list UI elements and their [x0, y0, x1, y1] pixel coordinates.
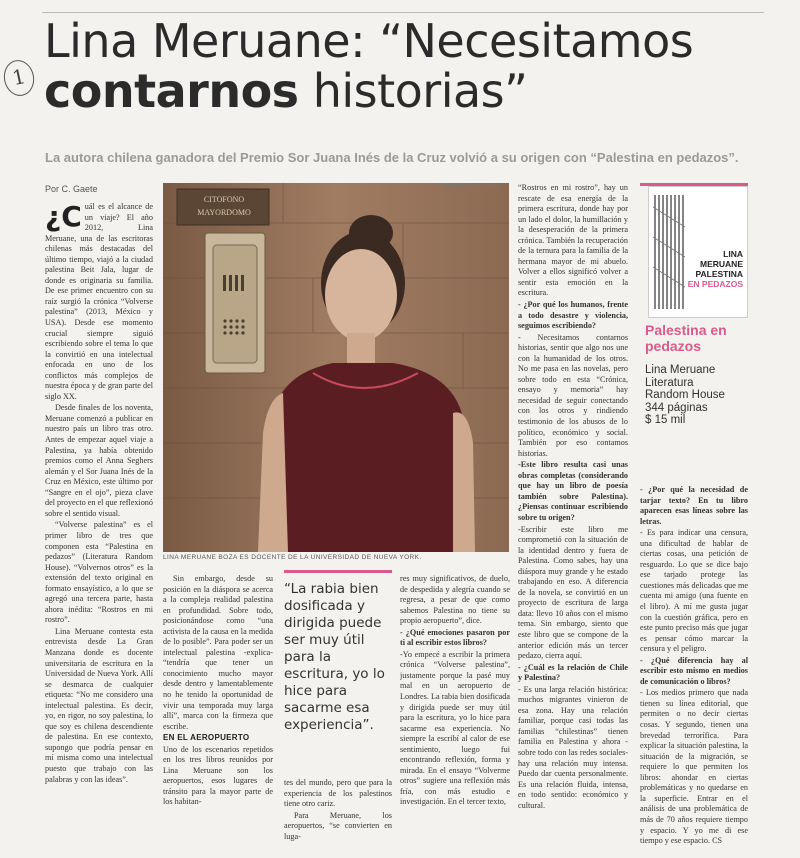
interview-question: - ¿Qué diferencia hay al escribir esto mismo en medios de comunicación o libros?	[640, 655, 748, 686]
paragraph: res muy significativos, de duelo, de despedida y alegría cuando se regresa, a pesar de que como sabemos Palestina no tiene su propio aeropuerto”, dice.	[400, 574, 510, 626]
paragraph: Uno de los escenarios repetidos en los tres libros reunidos por Lina Meruane son los aeropuertos, esos lugares de tránsito para la mayor parte de los habitan-	[163, 744, 273, 807]
paragraph: Desde finales de los noventa, Meruane comenzó a publicar en nuestro país un libro tras otro. Antes de empezar aquel viaje a Palestina, ya había obtenido premios como el Anna Seghers alemán y el Sor Juana Inés de la Cruz en México, este último por “Sangre en el ojo”, pieza clave del proyecto en el que reflexionó sobre el sentido visual.	[45, 403, 153, 518]
paragraph: tes del mundo, pero que para la experiencia de los palestinos tiene otro cariz.	[284, 778, 392, 809]
article-column-2	[163, 574, 273, 844]
door-sign	[183, 193, 265, 219]
cover-author-1: LINA	[723, 249, 743, 259]
headline-line-2	[44, 66, 784, 116]
book-cover	[648, 186, 748, 318]
book-publisher: Random House	[645, 389, 725, 401]
headline-line-1: Lina Meruane: “Necesitamos	[44, 14, 694, 68]
subtitle: La autora chilena ganadora del Premio Sor Juana Inés de la Cruz volvió a su origen con “Palestina en pedazos”.	[45, 150, 739, 165]
door-sign-line-1: CITOFONO	[203, 195, 245, 204]
interview-question: - ¿Por qué la necesidad de tarjar texto? En tu libro aparecen esas líneas sobre las letras.	[640, 485, 748, 526]
paragraph: Lina Meruane contesta esta entrevista desde La Gran Manzana donde es docente universitaria de escritura en la Universidad de Nueva York. Allí se desmarca de cualquier etiqueta: “No me considero una intelectual palestina. Es decir, yo, en rigor, no soy palestina, lo que soy es chilena descendiente de palestina. En ese contexto, supongo que podría pensar en mí misma como una intelectual puesto que trabajo con las palabras y con las ideas”.	[45, 626, 153, 784]
interview-answer: - Necesitamos contarnos historias, sentir que algo nos une con la humanidad de los otros. No me pasa en las novelas, pero sobre todo en esta “Crónica, ensayo y memoria” hay necesidad de seguir conectando con los otros y rindiendo testimonio de los abusos de lo político, económico y social. También por eso contamos historias.	[518, 332, 628, 458]
book-price: $ 15 mil	[645, 414, 686, 426]
book-cover-title	[688, 249, 743, 289]
section-subhead: EN EL AEROPUERTO	[163, 733, 250, 743]
headline-bold-word: contarnos	[44, 64, 299, 118]
interview-answer: - Los medios primero que nada tienen su línea editorial, que permiten o no decir ciertas cosas. Y segundo, tienen una brevedad terrorífica. Para explicar la situación palestina, la situación de la migración, se requiere lo que permiten los libros: ahondar en ciertas problemáticas y no quedarse en la superficie. Entrar en el análisis de una problemática de más de 70 años requiere tiempo y espacio. Y yo me di ese tiempo y ese espacio. CS	[640, 688, 748, 845]
headline-end: historias”	[312, 64, 528, 118]
paragraph: uál es el alcance de un viaje? El año 2012, Lina Meruane, una de las escritoras chilenas más destacadas del último tiempo, viajó a la ciudad palestina Beit Jala, lugar de donde es originaria su familia. De ese primer encuentro con su raíz surgió la crónica “Volverse palestina” (2013, México y USA). Desde ese momento crucial siempre siguió escribiendo sobre el tema lo que la convirtió en una intelectual enfocada en uno de los conflictos más complejos de nuestra época y de gran parte del siglo XX.	[45, 202, 153, 401]
pull-quote: “La rabia bien dosificada y dirigida puede ser muy útil para la escritura, yo lo hice para sacarme esa experiencia”.	[284, 570, 392, 734]
interview-question: - ¿Cuál es la relación de Chile y Palestina?	[518, 662, 628, 683]
paragraph: “Rostros en mi rostro”, hay un rescate de esa energía de la primera escritura, donde hay por un lado el dolor, la humillación y la desesperación de la primera crónica. También la recuperación de la ternura para la familia de la hermana mayor de mi abuelo. Volver a ellos significó volver a sentir esta emoción en la escritura.	[518, 183, 628, 298]
book-author: Lina Meruane	[645, 364, 716, 376]
article-column-1	[45, 202, 153, 842]
book-pages: 344 páginas	[645, 401, 708, 414]
interview-answer: - Es para indicar una censura, una dificultad de hablar de ciertas cosas, una petición de resguardo. Lo que se dice bajo ese tarjado protege las cuestiones más delicadas que me cuenta mi amigo (una fuente en el libro). A mí me gusta jugar con la cuestión gráfica, pero en este punto preciso más que jugar es pensar cómo marcar la censura y el peligro.	[640, 528, 748, 654]
handwritten-page-number: 1	[1, 57, 38, 98]
paragraph: Para Meruane, los aeropuertos, “se convierten en luga-	[284, 810, 392, 841]
interview-answer: -Escribir este libro me comprometió con la situación de la identidad dentro y fuera de Palestina. Como sabes, hay una diáspora muy grande y he estado trabajando en eso. A diferencia de la novela, se convirtió en un proyecto de escritura de larga data: llevo 10 años con el mismo tema. Sin embargo, siento que este libro que se compone de la anterior edición más un tercer pedazo, cierra aquí.	[518, 524, 628, 661]
cover-author-2: MERUANE	[700, 259, 743, 269]
top-rule	[42, 12, 764, 13]
interview-answer: -Yo empecé a escribir la primera crónica “Volverse palestina”, justamente porque la pasé muy mal en un aeropuerto de Londres. La rabia bien dosificada y dirigida puede ser muy útil para la escritura, yo lo hice para sacarme esa experiencia. No siempre la escribí al calor de ese sentimiento, luego fui encontrando reflexión, forma y mirada. En el ensayo “Volverme otros” sugiere una reflexión más fría, con más estudio e investigación. En el tercer texto,	[400, 649, 510, 807]
article-column-5	[640, 485, 748, 845]
interview-question: - ¿Qué emociones pasaron por ti al escribir estos libros?	[400, 627, 510, 648]
photo-credit: LORENA PALAVECINO	[440, 184, 502, 190]
article-column-4	[518, 183, 628, 843]
door-sign-line-2: MAYORDOMO	[197, 208, 251, 217]
byline: Por C. Gaete	[45, 184, 98, 194]
interview-question: -Este libro resulta casi unas obras completas (considerando que hay un libro de poesía también sobre Palestina). ¿Piensas continuar escribiendo sobre tu origen?	[518, 460, 628, 522]
drop-cap: ¿C	[45, 202, 82, 233]
article-column-2b	[284, 778, 392, 848]
book-title: Palestina en pedazos	[645, 322, 727, 354]
paragraph: Sin embargo, desde su posición en la diáspora se acerca a la compleja realidad palestina en profundidad. Sobre todo, posicionándose como “una activista de la causa en la medida de lo posible”. Para poder ser un intelectual palestina -explica- “tendría que tener un conocimiento mucho mayor desde dentro y lamentablemente no he tenido la oportunidad de vivir una temporada muy larga allí”, marca con la firmeza que escribe.	[163, 574, 273, 731]
interview-answer: - Es una larga relación histórica: muchos migrantes vinieron de esa zona. Hay una relación familiar, porque casi todas las familias “chilestinas” tienen familia en Palestina y ahora -sobre todo con las redes sociales- hay una relación muy intensa. Puedo dar cuenta personalmente. Es una relación fluida, intensa, en todo sentido: económico y cultural.	[518, 684, 628, 810]
article-column-3	[400, 574, 510, 844]
photo-caption: LINA MERUANE BOZA ES DOCENTE DE LA UNIVERSIDAD DE NUEVA YORK.	[163, 554, 422, 561]
interview-question: - ¿Por qué los humanos, frente a todo desastre y violencia, seguimos escribiendo?	[518, 300, 628, 331]
book-info	[645, 364, 750, 427]
book-genre: Literatura	[645, 376, 694, 389]
author-photo	[163, 183, 509, 552]
headline	[44, 16, 784, 116]
photo-illustration	[163, 183, 509, 552]
cover-title-1: PALESTINA	[695, 269, 743, 279]
cover-title-2: EN PEDAZOS	[687, 279, 743, 289]
paragraph: “Volverse palestina” es el primer libro de tres que componen esta “Palestina en pedazos” (Literatura Random House). “Volvernos otros” es la extensión del texto original en formato ensayístico, a lo que se agregó una tercera parte, hasta ahora inédita: “Rostros en mi rostro”.	[45, 520, 153, 625]
